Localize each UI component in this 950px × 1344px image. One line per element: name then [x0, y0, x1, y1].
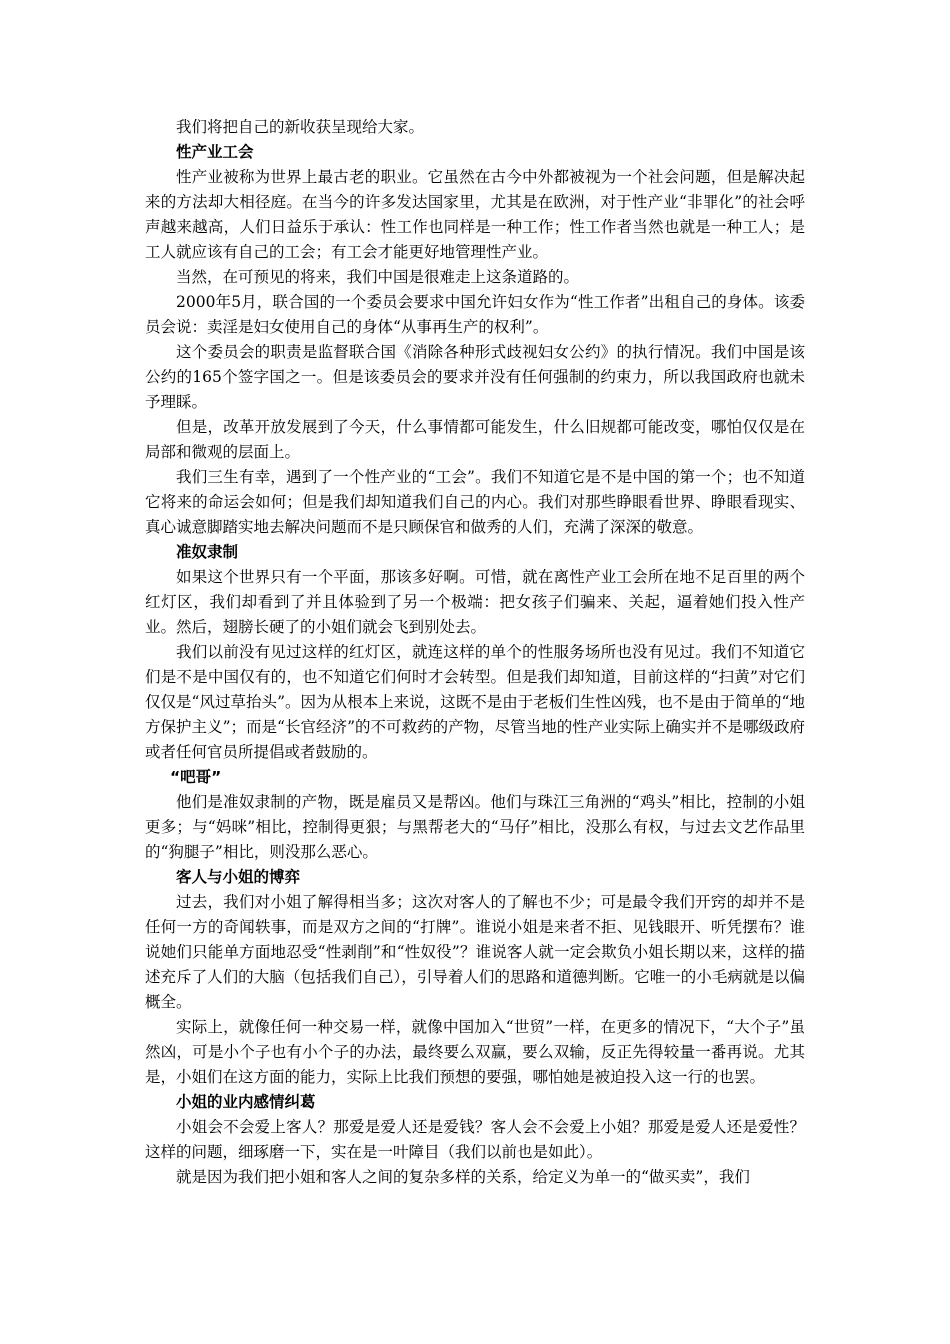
paragraph: 但是，改革开放发展到了今天，什么事情都可能发生，什么旧规都可能改变，哪怕仅仅是在局部和微观的层面上。 [145, 418, 805, 461]
section-heading-union: 性产业工会 [176, 143, 254, 161]
section-heading-bage: “吧哥” [170, 768, 222, 786]
section-heading-emotions: 小姐的业内感情纠葛 [176, 1093, 316, 1111]
paragraph: 当然，在可预见的将来，我们中国是很难走上这条道路的。 [176, 268, 580, 286]
paragraph: 实际上，就像任何一种交易一样，就像中国加入“世贸”一样，在更多的情况下，“大个子”虽然凶，可是小个子也有小个子的办法，最终要么双赢，要么双输，反正先得较量一番再说。尤其是，小姐们在这方面的能力，实际上比我们预想的要强，哪怕她是被迫投入这一行的也罢。 [145, 1018, 805, 1086]
paragraph: 他们是准奴隶制的产物，既是雇员又是帮凶。他们与珠江三角洲的“鸡头”相比，控制的小姐更多；与“妈咪”相比，控制得更狠；与黑帮老大的“马仔”相比，没那么有权，与过去文艺作品里的“狗腿子”相比，则没那么恶心。 [145, 793, 805, 861]
paragraph: 过去，我们对小姐了解得相当多；这次对客人的了解也不少；可是最令我们开窍的却并不是任何一方的奇闻轶事，而是双方之间的“打牌”。谁说小姐是来者不拒、见钱眼开、听凭摆布？谁说她们只能单方面地忍受“性剥削”和“性奴役”？谁说客人就一定会欺负小姐长期以来，这样的描述充斥了人们的大脑（包括我们自己），引导着人们的思路和道德判断。它唯一的小毛病就是以偏概全。 [145, 893, 805, 1011]
paragraph: 性产业被称为世界上最古老的职业。它虽然在古今中外都被视为一个社会问题，但是解决起来的方法却大相径庭。在当今的许多发达国家里，尤其是在欧洲，对于性产业“非罪化”的社会呼声越来越高，人们日益乐于承认：性工作也同样是一种工作；性工作者当然也就是一种工人；是工人就应该有自己的工会；有工会才能更好地管理性产业。 [145, 168, 805, 261]
paragraph: 我们以前没有见过这样的红灯区，就连这样的单个的性服务场所也没有见过。我们不知道它们是不是中国仅有的，也不知道它们何时才会转型。但是我们却知道，目前这样的“扫黄”对它们仅仅是“风过草抬头”。因为从根本上来说，这既不是由于老板们生性凶残，也不是由于简单的“地方保护主义”；而是“长官经济”的不可救药的产物，尽管当地的性产业实际上确实并不是哪级政府或者任何官员所提倡或者鼓励的。 [145, 643, 805, 761]
section-heading-quasi-slavery: 准奴隶制 [176, 543, 239, 561]
paragraph: 我们将把自己的新收获呈现给大家。 [176, 118, 425, 136]
paragraph: 小姐会不会爱上客人？那爱是爱人还是爱钱？客人会不会爱上小姐？那爱是爱人还是爱性？这样的问题，细琢磨一下，实在是一叶障目（我们以前也是如此）。 [145, 1118, 805, 1161]
section-heading-game: 客人与小姐的博弈 [176, 868, 301, 886]
paragraph: 这个委员会的职责是监督联合国《消除各种形式歧视妇女公约》的执行情况。我们中国是该公约的165个签字国之一。但是该委员会的要求并没有任何强制的约束力，所以我国政府也就未予理睬。 [145, 343, 805, 411]
document-page [145, 115, 805, 1190]
paragraph: 如果这个世界只有一个平面，那该多好啊。可惜，就在离性产业工会所在地不足百里的两个红灯区，我们却看到了并且体验到了另一个极端：把女孩子们骗来、关起，逼着她们投入性产业。然后，翅膀长硬了的小姐们就会飞到别处去。 [145, 568, 805, 636]
paragraph: 就是因为我们把小姐和客人之间的复杂多样的关系，给定义为单一的“做买卖”，我们 [176, 1168, 750, 1186]
paragraph: 2000年5月，联合国的一个委员会要求中国允许妇女作为“性工作者”出租自己的身体。该委员会说：卖淫是妇女使用自己的身体“从事再生产的权利”。 [145, 293, 805, 336]
paragraph: 我们三生有幸，遇到了一个性产业的“工会”。我们不知道它是不是中国的第一个；也不知道它将来的命运会如何；但是我们却知道我们自己的内心。我们对那些睁眼看世界、睁眼看现实、真心诚意脚踏实地去解决问题而不是只顾保官和做秀的人们，充满了深深的敬意。 [145, 468, 805, 536]
